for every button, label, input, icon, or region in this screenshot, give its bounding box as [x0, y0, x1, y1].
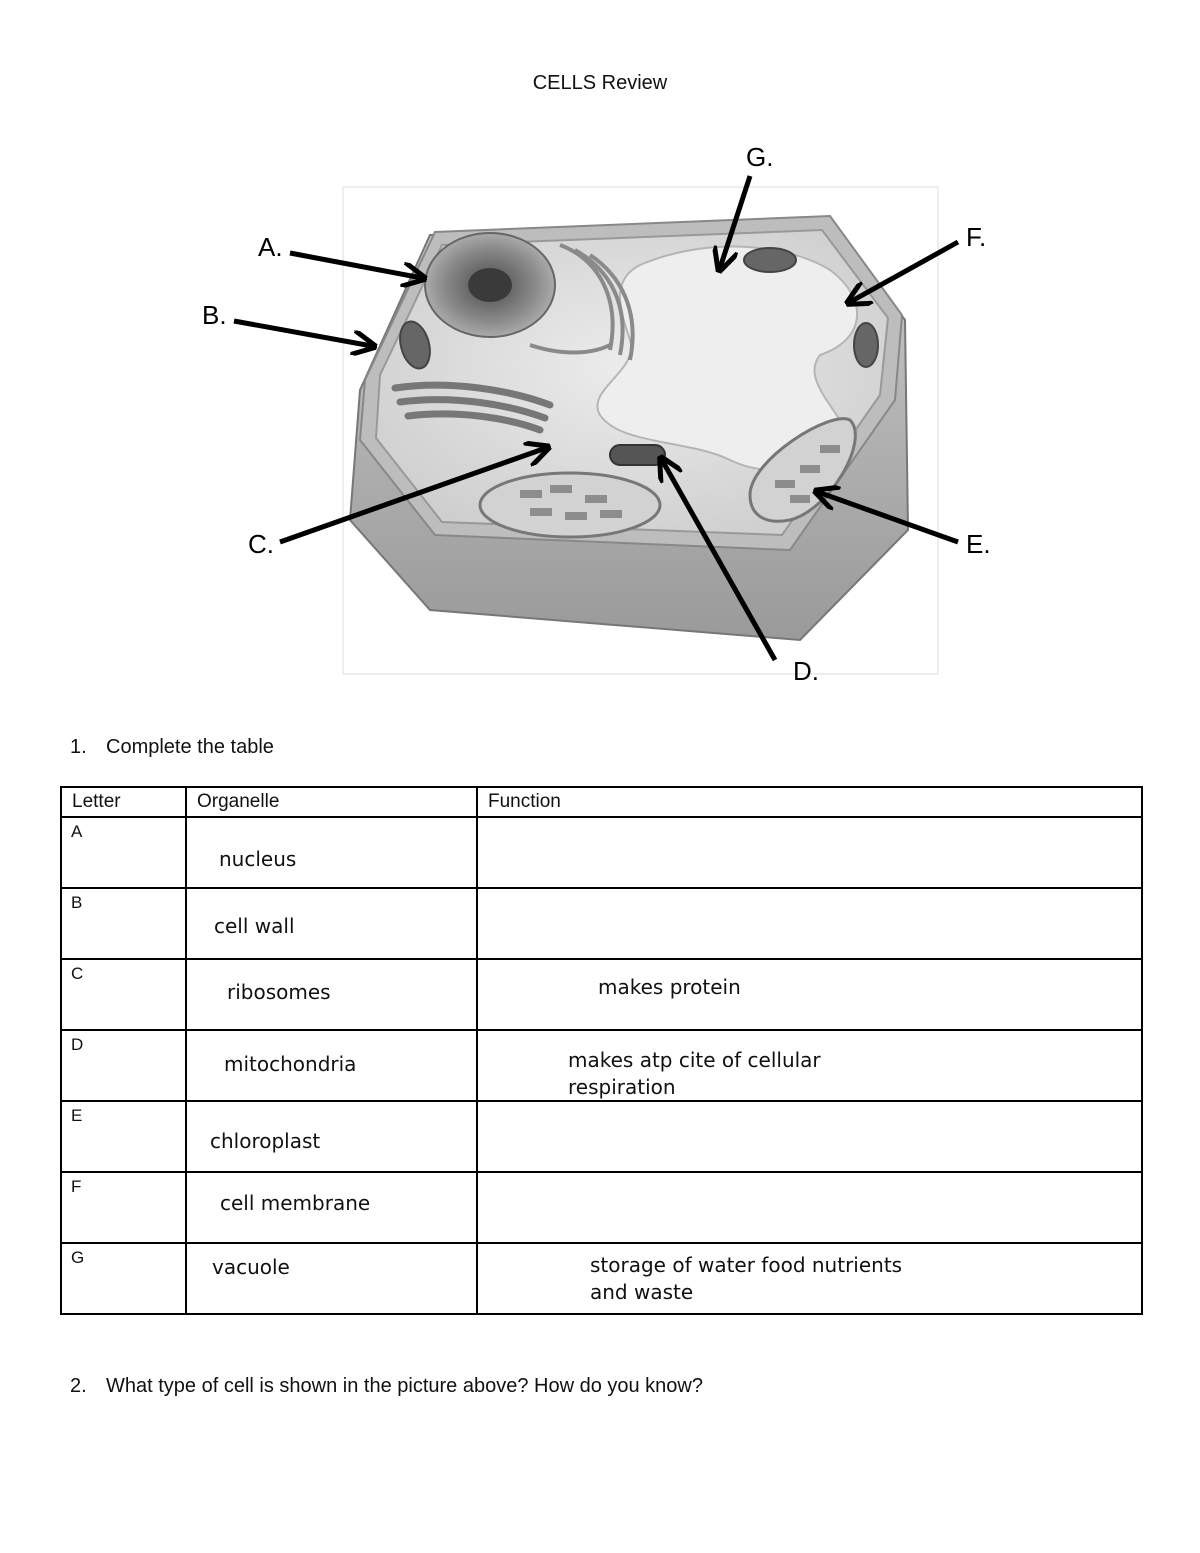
function-cell[interactable] [477, 1243, 1142, 1314]
function-cell[interactable] [477, 959, 1142, 1030]
function-cell[interactable] [477, 1101, 1142, 1172]
organelle-cell[interactable] [186, 959, 477, 1030]
organelle-cell[interactable] [186, 1172, 477, 1243]
question-2-number: 2. [70, 1375, 87, 1397]
organelle-table [60, 786, 1143, 1315]
header-letter: Letter [61, 787, 186, 817]
page-title: CELLS Review [532, 72, 668, 94]
letter-value: A [71, 822, 83, 841]
organelle-cell[interactable] [186, 817, 477, 888]
letter-value: G [71, 1248, 85, 1267]
organelle-answer: mitochondria [224, 1052, 357, 1076]
letter-value: C [71, 964, 84, 983]
organelle-cell[interactable] [186, 888, 477, 959]
diagram-label-b: B. [202, 300, 227, 330]
organelle-answer: vacuole [212, 1255, 290, 1279]
letter-cell [61, 1030, 186, 1101]
table-row [61, 959, 1142, 1030]
function-cell[interactable] [477, 817, 1142, 888]
organelle-answer: chloroplast [210, 1129, 321, 1153]
diagram-label-e: E. [966, 529, 991, 559]
function-cell[interactable] [477, 1172, 1142, 1243]
function-cell[interactable] [477, 888, 1142, 959]
diagram-label-c: C. [248, 529, 274, 559]
organelle-cell[interactable] [186, 1101, 477, 1172]
organelle-cell[interactable] [186, 1030, 477, 1101]
letter-value: D [71, 1035, 84, 1054]
letter-cell [61, 959, 186, 1030]
question-2 [70, 1375, 703, 1398]
table-row [61, 1030, 1142, 1101]
function-answer: makes protein [598, 975, 741, 999]
question-1 [70, 736, 274, 759]
letter-cell [61, 888, 186, 959]
table-row [61, 817, 1142, 888]
diagram-label-f: F. [966, 222, 987, 252]
header-function: Function [477, 787, 1142, 817]
question-1-text: Complete the table [106, 736, 274, 758]
diagram-label-d: D. [793, 656, 819, 685]
letter-value: F [71, 1177, 82, 1196]
plant-cell-diagram [190, 140, 1010, 685]
table-row [61, 888, 1142, 959]
organelle-answer: cell membrane [220, 1191, 371, 1215]
function-cell[interactable] [477, 1030, 1142, 1101]
table-row [61, 1101, 1142, 1172]
letter-value: E [71, 1106, 83, 1125]
table-row [61, 1243, 1142, 1314]
diagram-label-a: A. [258, 232, 283, 262]
function-answer: makes atp cite of cellular respiration [568, 1048, 821, 1099]
letter-value: B [71, 893, 83, 912]
function-answer: storage of water food nutrients and waste [590, 1253, 903, 1304]
organelle-answer: cell wall [214, 914, 295, 938]
organelle-cell[interactable] [186, 1243, 477, 1314]
table-header-row [61, 787, 1142, 817]
header-organelle: Organelle [186, 787, 477, 817]
letter-cell [61, 817, 186, 888]
table-row [61, 1172, 1142, 1243]
letter-cell [61, 1101, 186, 1172]
question-1-number: 1. [70, 736, 87, 758]
letter-cell [61, 1243, 186, 1314]
letter-cell [61, 1172, 186, 1243]
organelle-answer: nucleus [219, 847, 297, 871]
nucleus-shape [425, 233, 555, 337]
question-2-text: What type of cell is shown in the picture above? How do you know? [106, 1375, 703, 1397]
organelle-answer: ribosomes [227, 980, 331, 1004]
diagram-label-g: G. [746, 142, 774, 172]
